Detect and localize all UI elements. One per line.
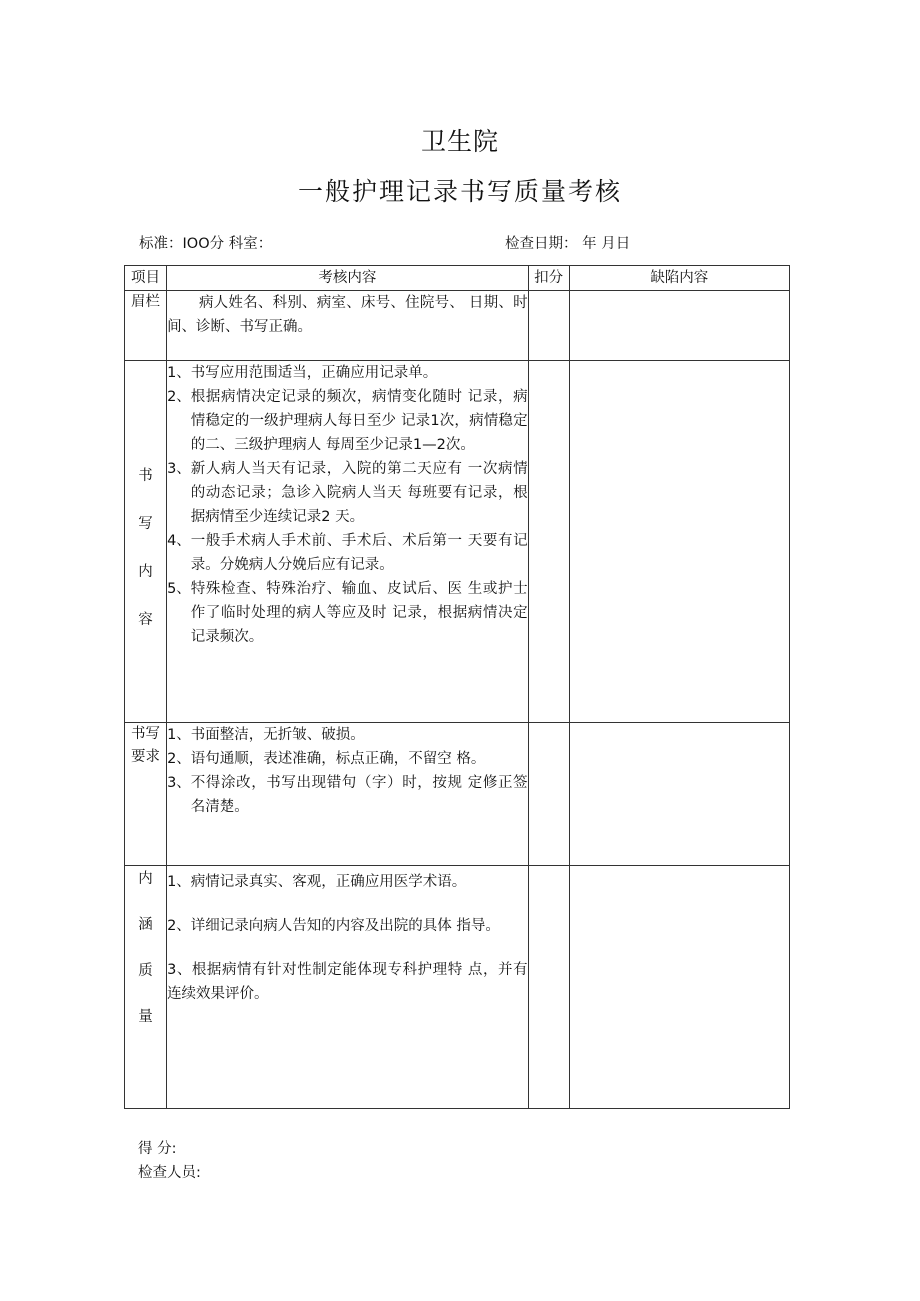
defects-cell[interactable] xyxy=(569,291,789,361)
label-header-bar: 眉栏 xyxy=(125,291,167,361)
organization-title: 卫生院 xyxy=(420,127,499,156)
table-row-header-bar xyxy=(125,291,790,361)
list-item: 3、 不得涂改，书写出现错句（字）时，按规 定修正签名清楚。 xyxy=(167,775,528,815)
list-item: 3、根据病情有针对性制定能体现专科护理特 点，并有连续效果评价。 xyxy=(167,962,528,1002)
content-content-quality xyxy=(167,866,529,1109)
header-deduction: 扣分 xyxy=(528,266,569,291)
assessment-table xyxy=(124,265,790,1109)
table-row-writing-requirements xyxy=(125,723,790,866)
list-item: 1、病情记录真实、客观，正确应用医学术语。 xyxy=(167,874,467,890)
defects-cell[interactable] xyxy=(569,361,789,723)
inspection-date-line: 检查日期： 年 月日 xyxy=(505,236,631,252)
document-title: 一般护理记录书写质量考核 xyxy=(297,177,622,206)
list-item: 5、 特殊检查、特殊治疗、输血、皮试后、医 生或护士作了临时处理的病人等应及时 记录，根据病情决定记录频次。 xyxy=(167,581,528,645)
score-label: 得 分: xyxy=(138,1141,177,1157)
deduction-cell[interactable] xyxy=(528,291,569,361)
list-item: 3、 新人病人当天有记录，入院的第二天应有 一次病情的动态记录；急诊入院病人当天 每班要有记录，根据病情至少连续记录2 天。 xyxy=(167,461,528,525)
inspector-label: 检查人员: xyxy=(138,1165,201,1181)
list-item: 2、 根据病情决定记录的频次，病情变化随时 记录，病情稳定的一级护理病人每日至少 记录1次，病情稳定的二、三级护理病人 每周至少记录1—2次。 xyxy=(167,389,528,453)
header-content: 考核内容 xyxy=(167,266,529,291)
label-writing-requirements: 书写要求 xyxy=(125,723,167,866)
table-row-writing-content xyxy=(125,361,790,723)
defects-cell[interactable] xyxy=(569,866,789,1109)
list-item: 1、 书面整洁，无折皱、破损。 xyxy=(167,727,365,743)
label-writing-content: 书 写 内 容 xyxy=(125,361,167,723)
label-content-quality: 内 涵 质 量 xyxy=(125,866,167,1109)
deduction-cell[interactable] xyxy=(528,361,569,723)
content-writing-content xyxy=(167,361,529,723)
deduction-cell[interactable] xyxy=(528,866,569,1109)
list-item: 1、 书写应用范围适当，正确应用记录单。 xyxy=(167,365,438,381)
list-item: 2、 语句通顺，表述准确，标点正确，不留空 格。 xyxy=(167,751,486,767)
content-header-bar: 病人姓名、科别、病室、床号、住院号、 日期、时间、诊断、书写正确。 xyxy=(167,291,529,361)
header-item: 项目 xyxy=(125,266,167,291)
standard-department-line: 标准：IOO分 科室： xyxy=(139,236,273,252)
content-writing-requirements xyxy=(167,723,529,866)
table-header-row xyxy=(125,266,790,291)
table-row-content-quality xyxy=(125,866,790,1109)
list-item: 2、详细记录向病人告知的内容及出院的具体 指导。 xyxy=(167,918,500,934)
deduction-cell[interactable] xyxy=(528,723,569,866)
defects-cell[interactable] xyxy=(569,723,789,866)
header-defects: 缺陷内容 xyxy=(569,266,789,291)
list-item: 4、 一般手术病人手术前、手术后、术后第一 天要有记录。分娩病人分娩后应有记录。 xyxy=(167,533,528,573)
